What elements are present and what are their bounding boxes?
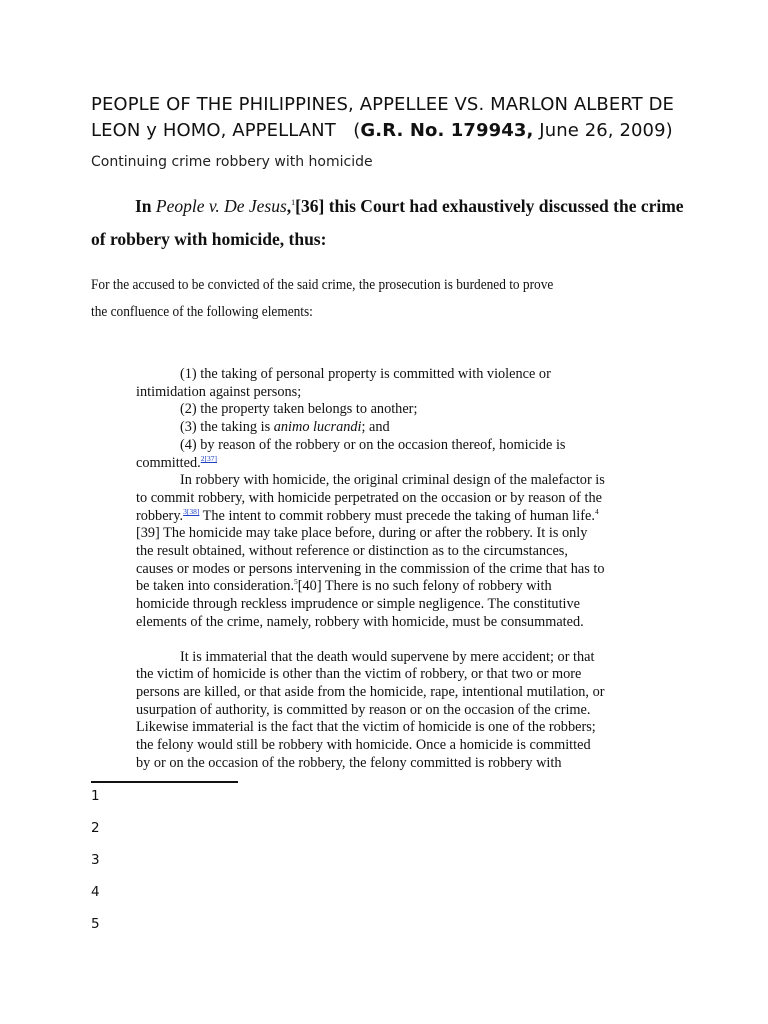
p2-line6: the felony would still be robbery with homicide. Once a homicide is committed: [136, 737, 591, 754]
element-3: [136, 419, 636, 437]
title-parties: PEOPLE OF THE PHILIPPINES, APPELLEE VS. MARLON ALBERT DE LEON y HOMO, APPELLANT: [91, 94, 675, 141]
title-gr-number: G.R. No. 179943,: [360, 120, 534, 141]
footnote-number: 4: [91, 884, 100, 900]
para2-line1: For the accused to be convicted of the said crime, the prosecution is burdened to prove: [91, 277, 554, 293]
p1-line4: [39] The homicide may take place before, during or after the robbery. It is only: [136, 525, 588, 542]
footnote-number: 3: [91, 852, 100, 868]
footnote-number: 2: [91, 820, 100, 836]
element-3-italic: animo lucrandi: [273, 419, 362, 436]
footnote-list: [91, 788, 100, 948]
footnote-link-37[interactable]: 2[37]: [200, 453, 217, 463]
p2-line4: usurpation of authority, is committed by reason or on the occasion of the crime.: [136, 701, 591, 718]
p1-line3-pre: robbery.: [136, 507, 184, 524]
document-subtitle: Continuing crime robbery with homicide: [91, 154, 373, 170]
element-3-pre: (3) the taking is: [180, 419, 274, 436]
title-date: June 26, 2009): [539, 120, 673, 141]
p2-line7: by or on the occasion of the robbery, the felony committed is robbery with: [136, 754, 562, 771]
title-open-paren: (: [353, 120, 361, 141]
document-title: [91, 92, 701, 144]
p1-line2: to commit robbery, with homicide perpetrated on the occasion or by reason of the: [136, 489, 602, 506]
element-3-post: ; and: [361, 419, 390, 436]
element-4b-text: committed.: [136, 454, 201, 471]
element-4a: (4) by reason of the robbery or on the occasion thereof, homicide is: [180, 436, 566, 453]
p1-line6: causes or modes or persons intervening in the commission of the crime that has to: [136, 560, 605, 577]
intro-paragraph: In People v. De Jesus,$^1$[36] this Court had exhaustively discussed the crime of robbery with homicide, thus:: [91, 195, 684, 249]
p1-line3-post: The intent to commit robbery must precede the taking of human life.: [199, 507, 595, 524]
p2-line1: It is immaterial that the death would supervene by mere accident; or that: [180, 648, 595, 665]
p1-line5: the result obtained, without reference or distinction as to the circumstances,: [136, 543, 568, 560]
element-1a: (1) the taking of personal property is committed with violence or: [180, 366, 551, 382]
p1-line9: elements of the crime, namely, robbery with homicide, must be consummated.: [136, 613, 584, 630]
p1-line7-post: [40] There is no such felony of robbery with: [297, 578, 552, 595]
p2-line5: Likewise immaterial is the fact that the victim of homicide is one of the robbers;: [136, 719, 596, 736]
p2-line2: the victim of homicide is other than the victim of robbery, or that two or more: [136, 666, 582, 683]
para2-line2: the confluence of the following elements:: [91, 304, 313, 320]
footnote-number: 5: [91, 916, 100, 932]
intro-case-name: People v. De Jesus: [155, 195, 287, 216]
intro-rest: [36] this Court had exhaustively discussed the crime of robbery with homicide, thus:: [91, 195, 684, 249]
p2-line3: persons are killed, or that aside from the homicide, rape, intentional mutilation, or: [136, 683, 605, 700]
p1-line3: [136, 508, 636, 526]
footnote-link-38[interactable]: 3[38]: [183, 506, 200, 516]
elements-intro-paragraph: [91, 272, 643, 326]
p1-line1: In robbery with homicide, the original criminal design of the malefactor is: [180, 472, 605, 489]
intro-footnote-marker: 1: [291, 198, 296, 207]
element-4b: [136, 455, 636, 473]
p1-line7-footnote: 5: [294, 577, 298, 587]
intro-lead: In: [135, 195, 152, 216]
element-1b: intimidation against persons;: [136, 383, 302, 400]
p1-line7-pre: be taken into consideration.: [136, 578, 295, 595]
quoted-block: [136, 366, 636, 772]
footnote-number: 1: [91, 788, 100, 804]
p1-line7: [136, 578, 636, 596]
p1-line3-footnote: 4: [594, 506, 599, 516]
element-2: (2) the property taken belongs to another;: [180, 401, 418, 418]
p1-line8: homicide through reckless imprudence or simple negligence. The constitutive: [136, 596, 581, 613]
footnote-separator: [91, 781, 238, 783]
